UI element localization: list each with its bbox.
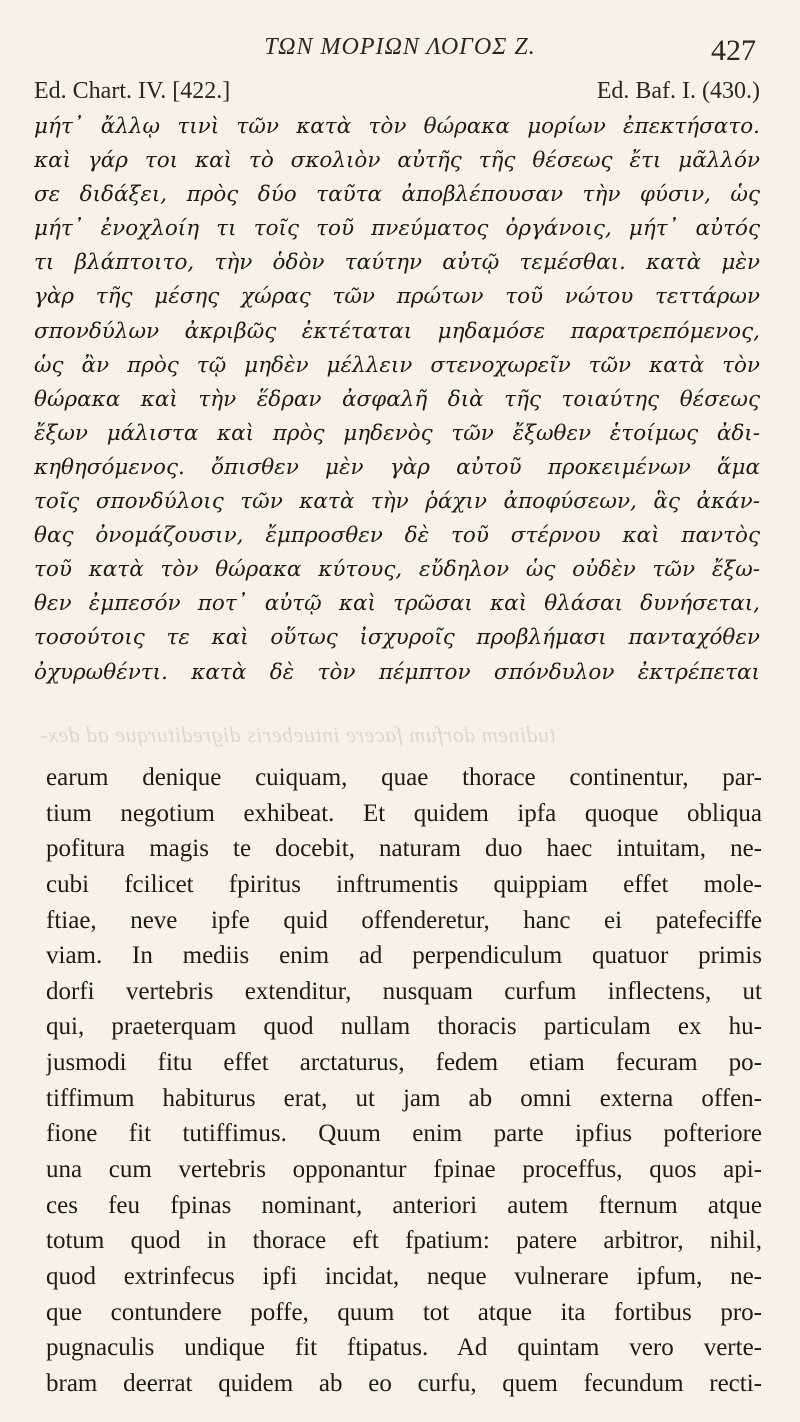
latin-line: earum denique cuiquam, quae thorace continentur, par- [46,764,762,791]
greek-line: τοῖς σπονδύλοις τῶν κατὰ τὴν ῥάχιν ἀποφύσεων, ἃς ἀκάν- [34,489,760,515]
latin-line: tiffimum habiturus erat, ut jam ab omni externa offen- [46,1084,762,1112]
greek-line: μήτ᾽ ἐνοχλοίη τι τοῖς τοῦ πνεύματος ὀργάνοις, μήτ᾽ αὐτός [34,216,760,242]
bleed-through-text: tudinem dorfum facere intueberis digrediturque ad dex- [40,722,556,747]
greek-line: σπονδύλων ἀκριβῶς ἐκτέταται μηδαμόσε παρατρεπόμενος, [34,318,760,344]
latin-line: pofitura magis te docebit, naturam duo haec intuitam, ne- [46,835,762,863]
greek-line: τοσούτοις τε καὶ οὕτως ἰσχυροῖς προβλήμασι πανταχόθεν [34,625,760,651]
latin-line: viam. In mediis enim ad perpendiculum quatuor primis [46,942,762,970]
latin-line: pugnaculis undique fit ftipatus. Ad quintam vero verte- [46,1334,762,1362]
latin-line: una cum vertebris opponantur fpinae proceffus, quos api- [46,1156,762,1184]
greek-line: γὰρ τῆς μέσης χώρας τῶν πρώτων τοῦ νώτου τεττάρων [34,284,760,310]
greek-line: θας ὀνομάζουσιν, ἔμπροσθεν δὲ τοῦ στέρνου καὶ παντὸς [34,523,760,549]
running-title: ΤΩΝ ΜΟΡΙΩΝ ΛΟΓΟΣ Ζ. [264,34,536,60]
running-head [0,26,800,66]
greek-text-block [34,110,760,690]
latin-line: dorfi vertebris extenditur, nusquam curfum inflectens, ut [46,977,762,1005]
latin-line: qui, praeterquam quod nullam thoracis particulam ex hu- [46,1013,762,1041]
edition-basel-reference: Ed. Baf. I. (430.) [596,78,760,104]
greek-line: τι βλάπτοιτο, τὴν ὁδὸν ταύτην αὐτῷ τεμέσθαι. κατὰ μὲν [34,250,760,276]
latin-text-block [46,760,762,1402]
latin-line: cubi fcilicet fpiritus inftrumentis quippiam effet mole- [46,870,762,898]
greek-line: θεν ἐμπεσόν ποτ᾽ αὐτῷ καὶ τρῶσαι καὶ θλάσαι δυνήσεται, [34,591,760,617]
greek-line: ὀχυρωθέντι. κατὰ δὲ τὸν πέμπτον σπόνδυλον ἐκτρέπεται [34,659,760,685]
latin-line: ces feu fpinas nominant, anteriori autem fternum atque [46,1191,762,1219]
greek-line: ἔξων μάλιστα καὶ πρὸς μηδενὸς τῶν ἔξωθεν ἑτοίμως ἀδι- [34,420,760,446]
latin-line: totum quod in thorace eft fpatium: patere arbitror, nihil, [46,1227,762,1255]
latin-line: tium negotium exhibeat. Et quidem ipfa quoque obliqua [46,799,762,827]
greek-line: μήτ᾽ ἄλλῳ τινὶ τῶν κατὰ τὸν θώρακα μορίων ἐπεκτήσατο. [34,114,760,139]
latin-line: ftiae, neve ipfe quid offenderetur, hanc ei patefeciffe [46,906,762,934]
greek-line: θώρακα καὶ τὴν ἕδραν ἀσφαλῆ διὰ τῆς τοιαύτης θέσεως [34,386,760,412]
greek-line: ὡς ἂν πρὸς τῷ μηδὲν μέλλειν στενοχωρεῖν τῶν κατὰ τὸν [34,352,760,378]
latin-line: fione fit tutiffimus. Quum enim parte ipfius pofteriore [46,1120,762,1148]
latin-line: quod extrinfecus ipfi incidat, neque vulnerare ipfum, ne- [46,1262,762,1290]
greek-line: κηθησόμενος. ὄπισθεν μὲν γὰρ αὐτοῦ προκειμένων ἅμα [34,454,760,480]
greek-line: τοῦ κατὰ τὸν θώρακα κύτους, εὔδηλον ὡς οὐδὲν τῶν ἔξω- [34,557,760,583]
greek-line: καὶ γάρ τοι καὶ τὸ σκολιὸν αὐτῆς τῆς θέσεως ἔτι μᾶλλόν [34,148,760,174]
page-number: 427 [711,34,756,67]
latin-line: bram deerrat quidem ab eo curfu, quem fecundum recti- [46,1369,762,1397]
latin-line: que contundere poffe, quum tot atque ita fortibus pro- [46,1298,762,1326]
edition-chart-reference: Ed. Chart. IV. [422.] [34,78,231,104]
greek-line: σε διδάξει, πρὸς δύο ταῦτα ἀποβλέπουσαν τὴν φύσιν, ὡς [34,182,760,208]
latin-line: jusmodi fitu effet arctaturus, fedem etiam fecuram po- [46,1049,762,1077]
edition-references [34,78,760,108]
